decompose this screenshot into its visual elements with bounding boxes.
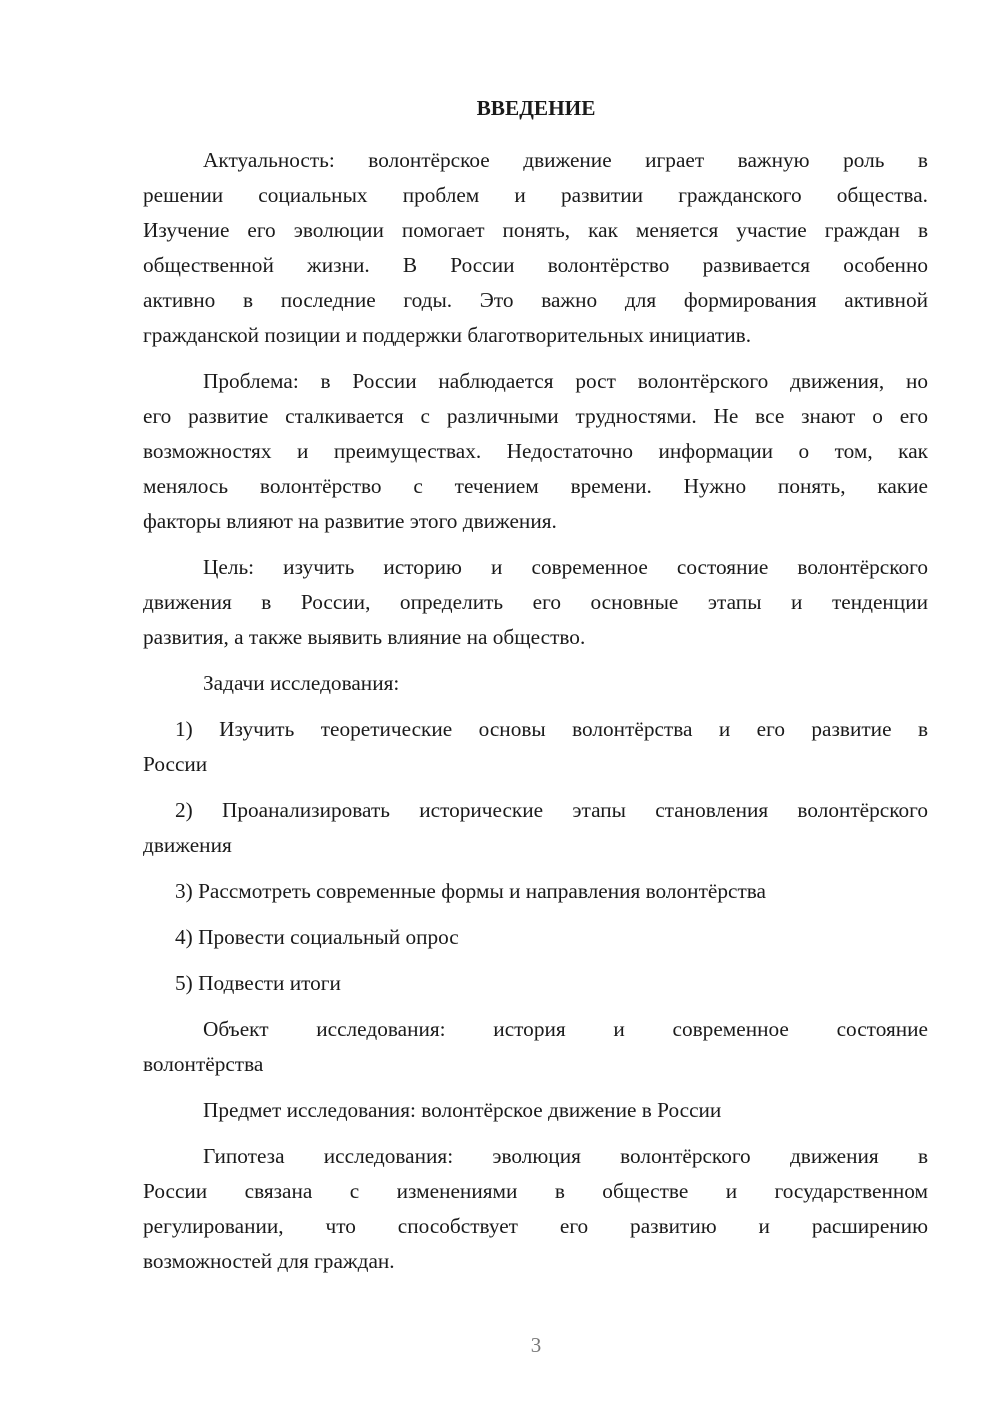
text-line: решении социальных проблем и развитии гражданского общества. (143, 183, 928, 207)
text-line: Гипотеза исследования: эволюция волонтёрского движения в (203, 1144, 928, 1168)
text-line: факторы влияют на развитие этого движения. (143, 509, 557, 533)
text-line: гражданской позиции и поддержки благотворительных инициатив. (143, 323, 752, 347)
text-line: 3) Рассмотреть современные формы и направления волонтёрства (175, 879, 766, 903)
paragraph-hypothesis (143, 1139, 928, 1279)
text-line: Актуальность: волонтёрское движение играет важную роль в (203, 148, 928, 172)
text-line: 1) Изучить теоретические основы волонтёрства и его развитие в (175, 717, 928, 741)
text-line: России (143, 752, 208, 776)
text-line: Проблема: в России наблюдается рост волонтёрского движения, но (203, 369, 928, 393)
document-body (143, 143, 928, 1290)
paragraph-problem (143, 364, 928, 539)
text-line: 4) Провести социальный опрос (175, 925, 459, 949)
paragraph-object (143, 1012, 928, 1082)
text-line: активно в последние годы. Это важно для формирования активной (143, 288, 928, 312)
text-line: возможностях и преимуществах. Недостаточно информации о том, как (143, 439, 928, 463)
tasks-heading (143, 666, 928, 701)
task-item (143, 966, 928, 1001)
task-item (143, 793, 928, 863)
text-line: движения (143, 833, 232, 857)
text-line: 5) Подвести итоги (175, 971, 341, 995)
text-line: Объект исследования: история и современное состояние (203, 1017, 928, 1041)
text-line: России связана с изменениями в обществе и государственном (143, 1179, 928, 1203)
text-line: его развитие сталкивается с различными трудностями. Не все знают о его (143, 404, 928, 428)
section-title: ВВЕДЕНИЕ (476, 96, 596, 120)
text-line: менялось волонтёрство с течением времени. Нужно понять, какие (143, 474, 928, 498)
task-item (143, 874, 928, 909)
paragraph-goal (143, 550, 928, 655)
text-line: возможностей для граждан. (143, 1249, 395, 1273)
text-line: Задачи исследования: (203, 671, 400, 695)
text-line: Изучение его эволюции помогает понять, как меняется участие граждан в (143, 218, 928, 242)
paragraph-relevance (143, 143, 928, 353)
task-item (143, 920, 928, 955)
text-line: регулировании, что способствует его развитию и расширению (143, 1214, 928, 1238)
text-line: Предмет исследования: волонтёрское движение в России (203, 1098, 722, 1122)
page-number: 3 (530, 1333, 542, 1357)
text-line: общественной жизни. В России волонтёрство развивается особенно (143, 253, 928, 277)
text-line: Цель: изучить историю и современное состояние волонтёрского (203, 555, 928, 579)
text-line: волонтёрства (143, 1052, 264, 1076)
text-line: движения в России, определить его основные этапы и тенденции (143, 590, 928, 614)
text-line: развития, а также выявить влияние на общество. (143, 625, 586, 649)
text-line: 2) Проанализировать исторические этапы становления волонтёрского (175, 798, 928, 822)
paragraph-subject (143, 1093, 928, 1128)
task-item (143, 712, 928, 782)
